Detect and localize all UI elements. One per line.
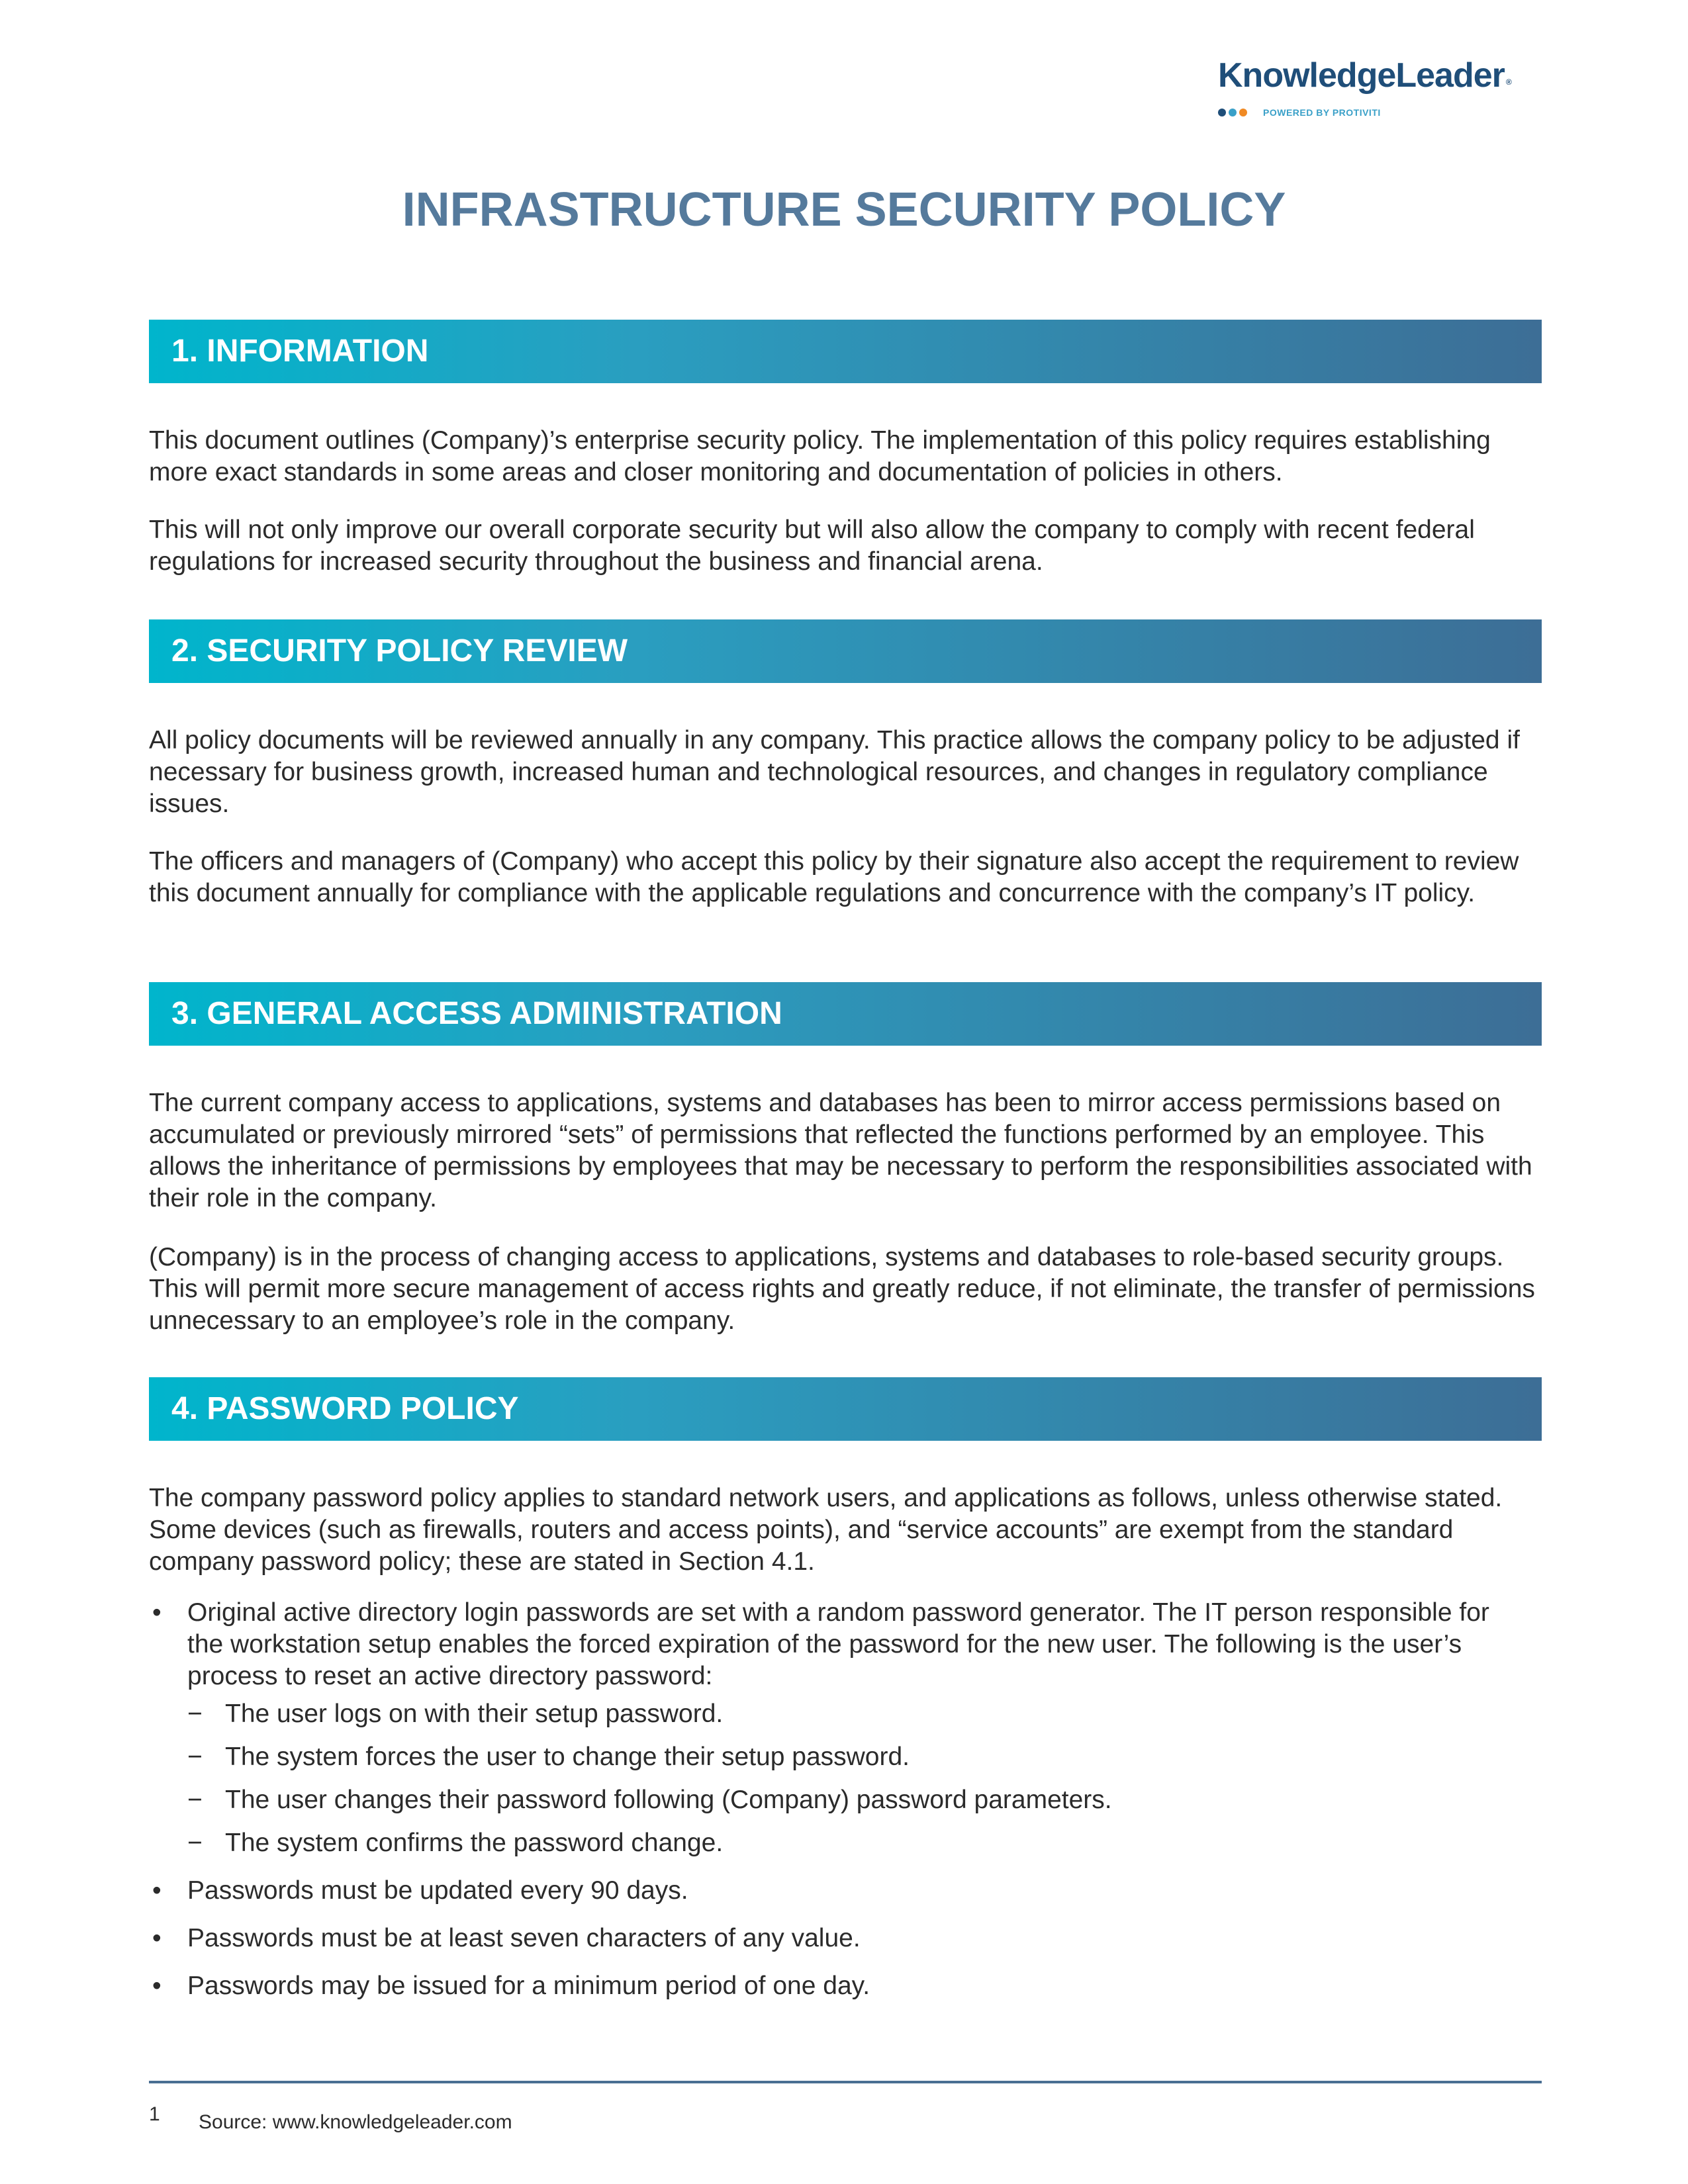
logo-tagline: POWERED BY PROTIVITI — [1263, 107, 1381, 118]
section-header-general-access-administration — [149, 982, 1542, 1046]
page-number: 1 — [149, 2103, 160, 2125]
logo-dot-icon — [1229, 109, 1237, 116]
footer-source-link[interactable]: Source: www.knowledgeleader.com — [199, 2111, 512, 2133]
list-item-text: Passwords may be issued for a minimum period of one day. — [187, 1972, 870, 2000]
section-heading: 4. PASSWORD POLICY — [171, 1391, 519, 1426]
paragraph: The officers and managers of (Company) who accept this policy by their signature also accept the requirement to review this document annually for compliance with the applicable regulations and concurrence with the company’s IT policy. — [149, 847, 1519, 907]
logo-trademark: ® — [1505, 77, 1511, 87]
bullet-icon: • — [152, 1876, 162, 1905]
bullet-icon: • — [152, 1598, 162, 1627]
logo-wordmark: KnowledgeLeader — [1218, 56, 1505, 95]
footer-divider — [149, 2081, 1542, 2083]
section-header-security-policy-review — [149, 619, 1542, 683]
logo-tagline-row — [1218, 105, 1381, 120]
dash-icon: − — [187, 1743, 203, 1771]
dash-icon: − — [187, 1700, 203, 1728]
paragraph: The company password policy applies to standard network users, and applications as follows, unless otherwise stated. Some devices (such as firewalls, routers and access points), and “service accounts” are exempt from the standard company password policy; these are stated in Section 4.1. — [149, 1484, 1503, 1576]
paragraph: This will not only improve our overall corporate security but will also allow the company to comply with recent federal regulations for increased security throughout the business and financial arena. — [149, 516, 1475, 576]
paragraph: The current company access to applications, systems and databases has been to mirror access permissions based on accumulated or previously mirrored “sets” of permissions that reflected the functions performed by an employee. This allows the inheritance of permissions by employees that may be necessary to perform the responsibilities associated with their role in the company. — [149, 1089, 1532, 1212]
section-header-password-policy — [149, 1377, 1542, 1441]
section-heading: 2. SECURITY POLICY REVIEW — [171, 633, 628, 668]
list-item-text: Original active directory login passwords are set with a random password generator. The IT person responsible for the workstation setup enables the forced expiration of the password for the new user. The following is the user’s process to reset an active directory password: — [187, 1598, 1489, 1690]
sub-list-item-text: The user logs on with their setup password. — [225, 1700, 724, 1728]
bullet-icon: • — [152, 1972, 162, 2000]
paragraph: (Company) is in the process of changing access to applications, systems and databases to role-based security groups. This will permit more secure management of access rights and greatly reduce, if not eliminate, the transfer of permissions unnecessary to an employee’s role in the company. — [149, 1243, 1535, 1335]
document-title: INFRASTRUCTURE SECURITY POLICY — [402, 183, 1286, 236]
dash-icon: − — [187, 1829, 203, 1857]
logo-dot-icon — [1218, 109, 1226, 116]
paragraph: All policy documents will be reviewed annually in any company. This practice allows the company policy to be adjusted if necessary for business growth, increased human and technological resources, and changes in regulatory compliance issues. — [149, 726, 1520, 818]
list-item-text: Passwords must be updated every 90 days. — [187, 1876, 688, 1905]
knowledgeleader-logo[interactable] — [1218, 56, 1536, 122]
sub-list-item-text: The user changes their password following (Company) password parameters. — [225, 1786, 1112, 1814]
logo-dot-icon — [1239, 109, 1247, 116]
section-heading: 3. GENERAL ACCESS ADMINISTRATION — [171, 996, 782, 1031]
bullet-icon: • — [152, 1924, 162, 1952]
section-heading: 1. INFORMATION — [171, 334, 429, 369]
section-header-information — [149, 320, 1542, 383]
sub-list-item-text: The system confirms the password change. — [225, 1829, 724, 1857]
sub-list-item-text: The system forces the user to change their setup password. — [225, 1743, 910, 1771]
paragraph: This document outlines (Company)’s enterprise security policy. The implementation of this policy requires establishing more exact standards in some areas and closer monitoring and documentation of policies in others. — [149, 426, 1491, 486]
dash-icon: − — [187, 1786, 203, 1814]
list-item-text: Passwords must be at least seven characters of any value. — [187, 1924, 861, 1952]
